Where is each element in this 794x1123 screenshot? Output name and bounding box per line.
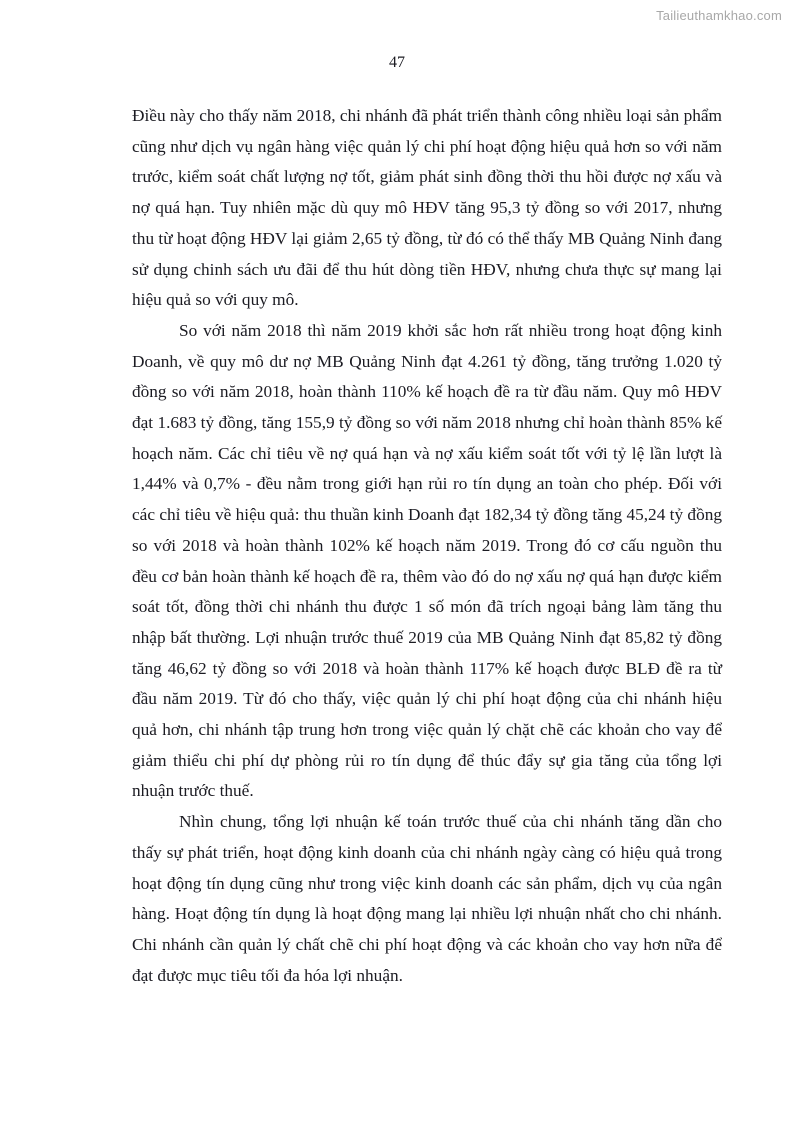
paragraph-2: So với năm 2018 thì năm 2019 khởi sắc hơn rất nhiều trong hoạt động kinh Doanh, về quy mô dư nợ MB Quảng Ninh đạt 4.261 tỷ đồng, tăng trưởng 1.020 tỷ đồng so với năm 2018, hoàn thành 110% kế hoạch đề ra từ đầu năm. Quy mô HĐV đạt 1.683 tỷ đồng, tăng 155,9 tỷ đồng so với năm 2018 nhưng chỉ hoàn thành 85% kế hoạch năm. Các chỉ tiêu về nợ quá hạn và nợ xấu kiểm soát tốt với tỷ lệ lần lượt là 1,44% và 0,7% - đều nằm trong giới hạn rủi ro tín dụng an toàn cho phép. Đối với các chỉ tiêu về hiệu quả: thu thuần kinh Doanh đạt 182,34 tỷ đồng tăng 45,24 tỷ đồng so với 2018 và hoàn thành 102% kế hoạch năm 2019. Trong đó cơ cấu nguồn thu đều cơ bản hoàn thành kế hoạch đề ra, thêm vào đó do nợ xấu nợ quá hạn được kiểm soát tốt, đồng thời chi nhánh thu được 1 số món đã trích ngoại bảng làm tăng thu nhập bất thường. Lợi nhuận trước thuế 2019 của MB Quảng Ninh đạt 85,82 tỷ đồng tăng 46,62 tỷ đồng so với 2018 và hoàn thành 117% kế hoạch được BLĐ đề ra từ đầu năm 2019. Từ đó cho thấy, việc quản lý chi phí hoạt động của chi nhánh hiệu quả hơn, chi nhánh tập trung hơn trong việc quản lý chặt chẽ các khoản cho vay để giảm thiểu chi phí dự phòng rủi ro tín dụng để thúc đẩy sự gia tăng của tổng lợi nhuận trước thuế. xyxy=(132,320,722,801)
paragraph-1: Điều này cho thấy năm 2018, chi nhánh đã phát triển thành công nhiều loại sản phẩm cũng như dịch vụ ngân hàng việc quản lý chi phí hoạt động hiệu quả hơn so với năm trước, kiểm soát chất lượng nợ tốt, giảm phát sinh đồng thời thu hồi được nợ xấu và nợ quá hạn. Tuy nhiên mặc dù quy mô HĐV tăng 95,3 tỷ đồng so với 2017, nhưng thu từ hoạt động HĐV lại giảm 2,65 tỷ đồng, từ đó có thể thấy MB Quảng Ninh đang sử dụng chinh sách ưu đãi để thu hút dòng tiền HĐV, nhưng chưa thực sự mang lại hiệu quả so với quy mô. xyxy=(132,106,722,310)
document-body xyxy=(132,101,722,991)
paragraph-3: Nhìn chung, tổng lợi nhuận kế toán trước thuế của chi nhánh tăng dần cho thấy sự phát triển, hoạt động kinh doanh của chi nhánh ngày càng có hiệu quả trong hoạt động tín dụng cũng như trong việc kinh doanh các sản phẩm, dịch vụ của ngân hàng. Hoạt động tín dụng là hoạt động mang lại nhiều lợi nhuận nhất cho chi nhánh. Chi nhánh cần quản lý chất chẽ chi phí hoạt động và các khoản cho vay hơn nữa để đạt được mục tiêu tối đa hóa lợi nhuận. xyxy=(132,812,722,985)
site-watermark: Tailieuthamkhao.com xyxy=(656,8,782,23)
page-number: 47 xyxy=(389,54,405,71)
